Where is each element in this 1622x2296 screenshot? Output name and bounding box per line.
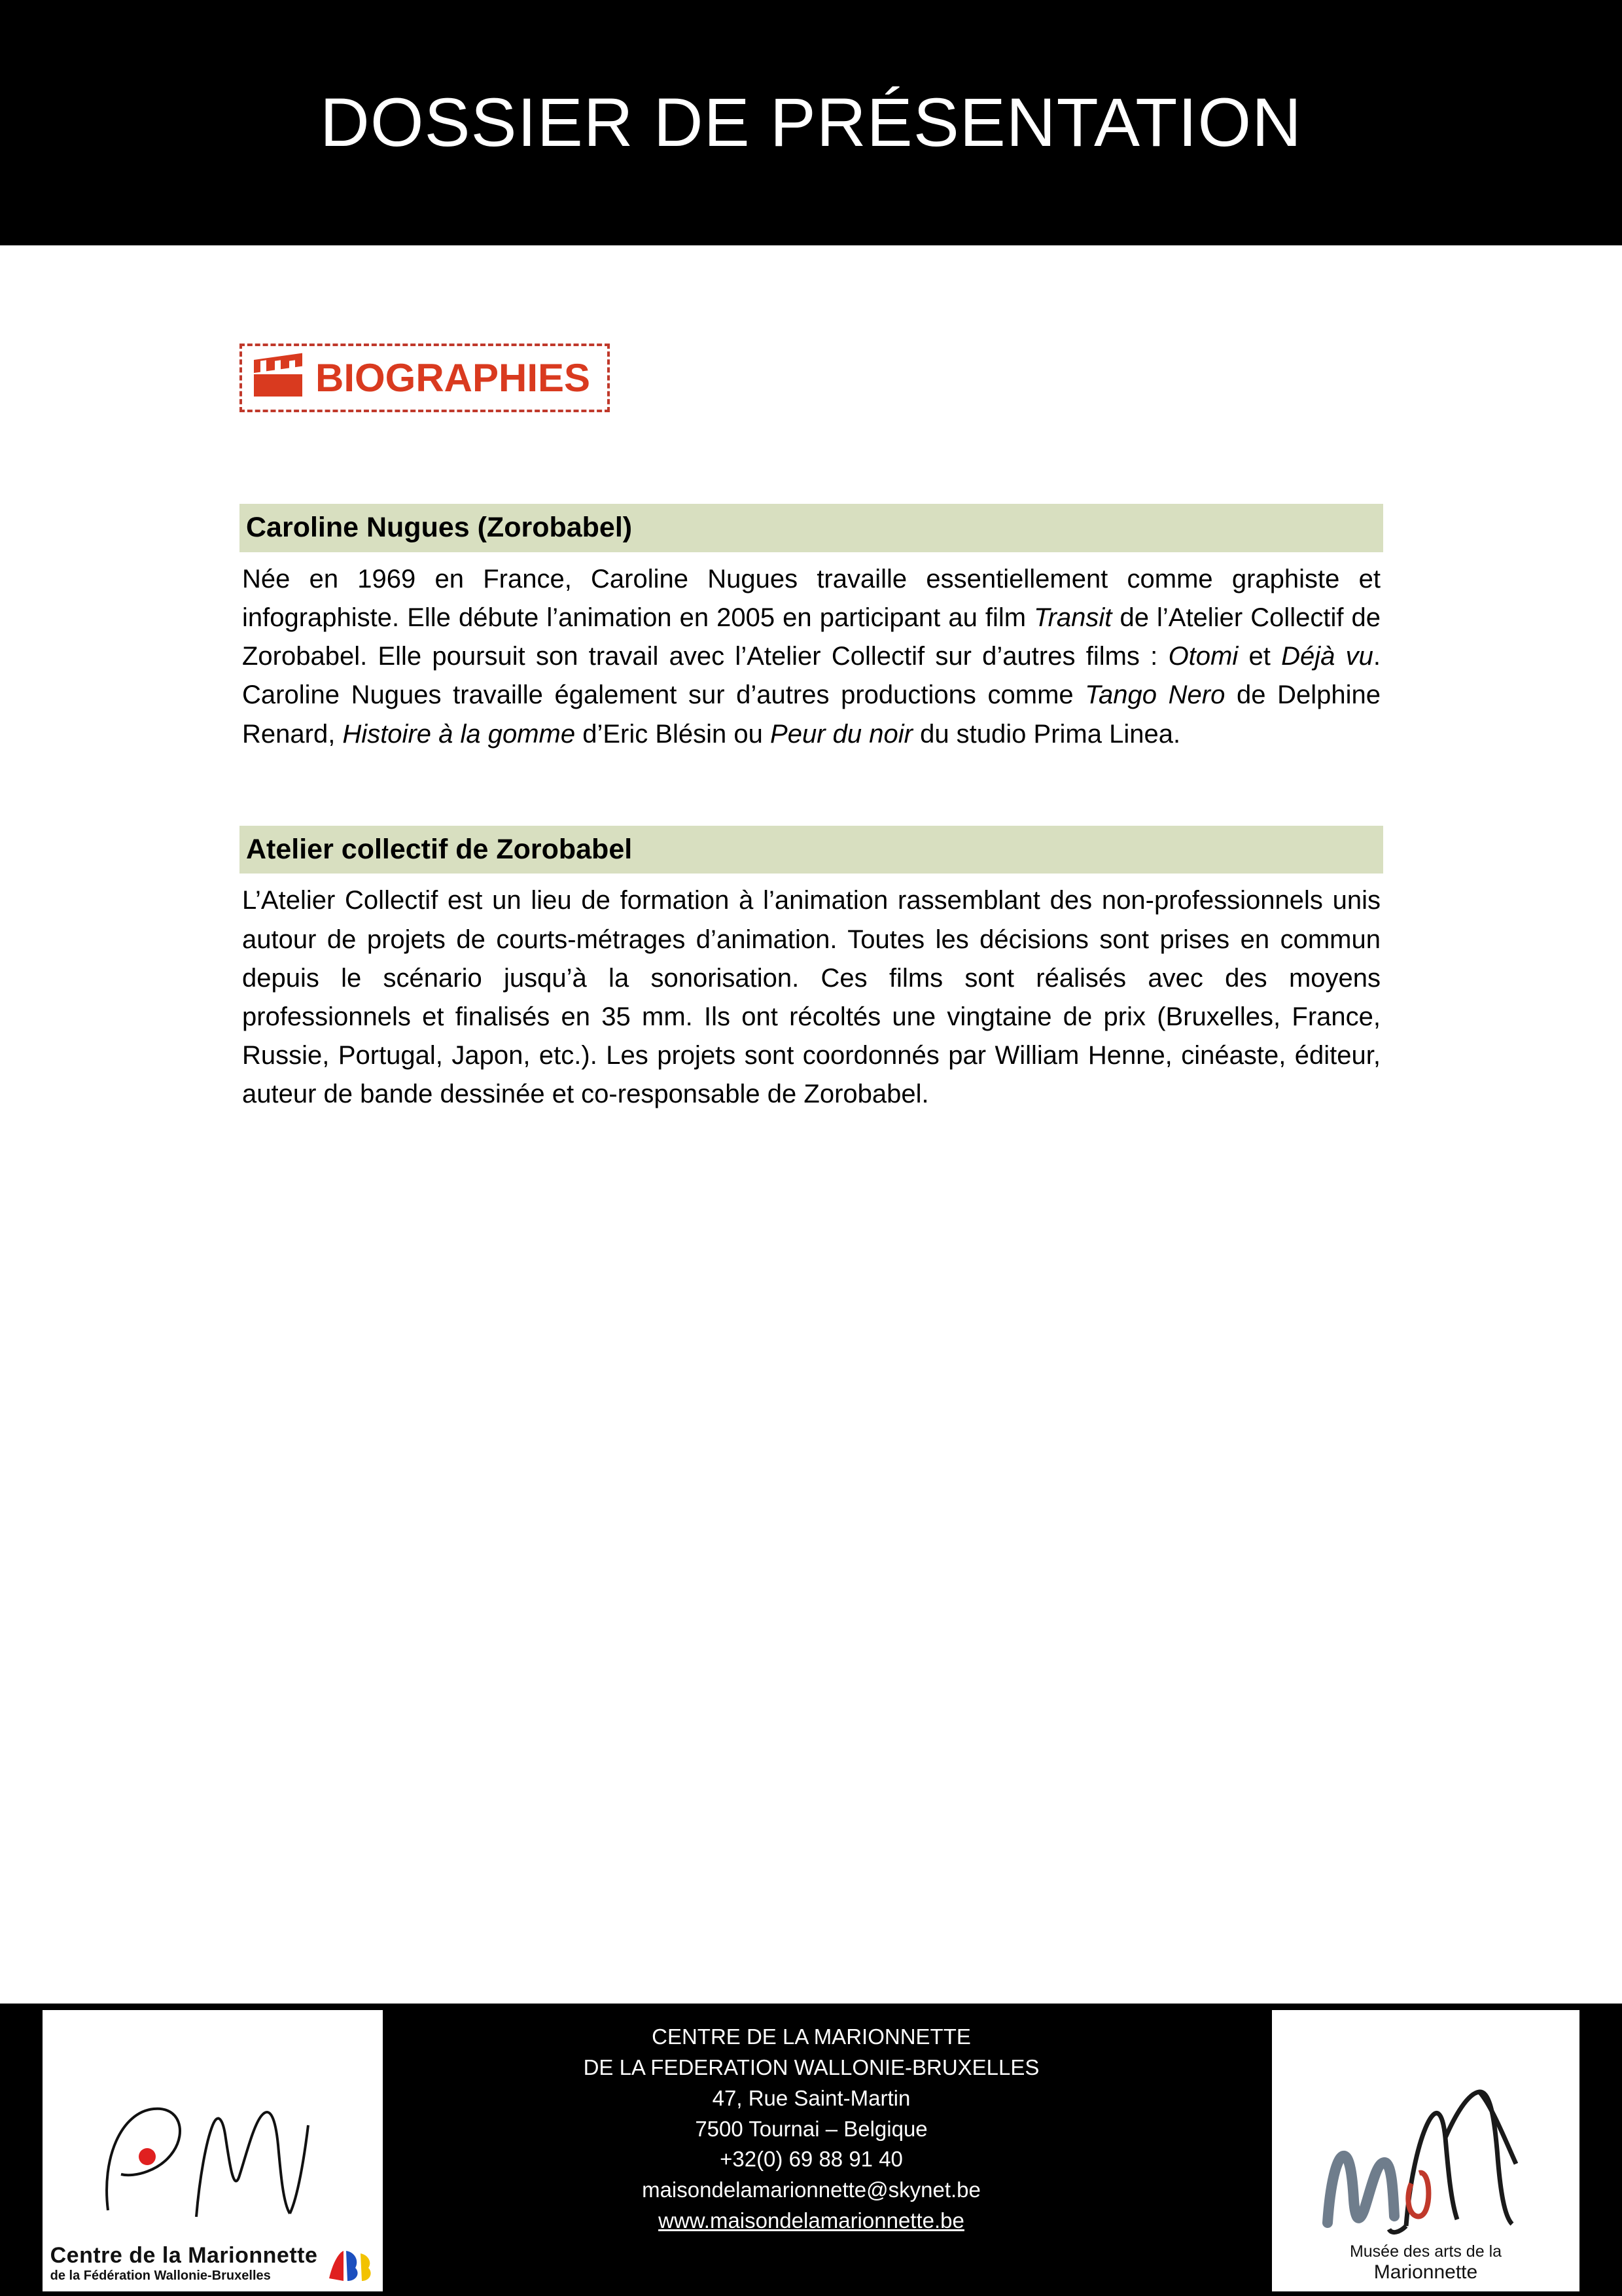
footer-line-4: 7500 Tournai – Belgique	[695, 2116, 928, 2141]
mam-monogram-icon	[1308, 2085, 1543, 2242]
footer-banner	[0, 2004, 1622, 2296]
left-logo-caption-line2: de la Fédération Wallonie-Bruxelles	[50, 2269, 271, 2283]
right-logo-caption-line2: Marionnette	[1373, 2261, 1478, 2283]
footer-line-2: DE LA FEDERATION WALLONIE-BRUXELLES	[583, 2055, 1040, 2079]
content-area	[239, 504, 1383, 1186]
footer-line-5: +32(0) 69 88 91 40	[720, 2147, 903, 2172]
right-logo-caption-line1: Musée des arts de la	[1349, 2242, 1502, 2261]
right-logo-caption	[1350, 2242, 1502, 2284]
entry-body: L’Atelier Collectif est un lieu de formation à l’animation rassemblant des non-professionnels unis autour de projets de courts-métrages d’animation. Toutes les décisions sont prises en commun depuis le scénario jusqu’à la sonorisation. Ces films sont réalisés avec des moyens professionnels et finalisés en 35 mm. Ils ont récoltés une vingtaine de prix (Bruxelles, France, Russie, Portugal, Japon, etc.). Les projets sont coordonnés par William Henne, cinéaste, éditeur, auteur de bande dessinée et co-responsable de Zorobabel.	[242, 886, 1381, 1109]
entry-body: Née en 1969 en France, Caroline Nugues travaille essentiellement comme graphiste et infographiste. Elle débute l’animation en 2005 en participant au film Transit de l’Atelier Collectif de Zorobabel. Elle poursuit son travail avec l’Atelier Collectif sur d’autres films : Otomi et Déjà vu. Caroline Nugues travaille également sur d’autres productions comme Tango Nero de Delphine Renard, Histoire à la gomme d’Eric Blésin ou Peur du noir du studio Prima Linea.	[242, 564, 1381, 749]
biography-entry	[239, 504, 1383, 754]
footer-line-3: 47, Rue Saint-Martin	[712, 2085, 911, 2110]
biography-entry	[239, 826, 1383, 1114]
footer-email[interactable]: maisondelamarionnette@skynet.be	[642, 2178, 981, 2202]
signature-m-icon	[82, 2079, 344, 2243]
left-logo-caption	[50, 2243, 376, 2284]
entry-heading: Atelier collectif de Zorobabel	[239, 826, 1383, 874]
header-banner	[0, 0, 1622, 245]
left-logo-caption-line1: Centre de la Marionnette	[50, 2243, 318, 2268]
section-title: BIOGRAPHIES	[315, 356, 591, 400]
centre-marionnette-logo	[43, 2010, 383, 2291]
musee-arts-marionnette-logo	[1272, 2010, 1579, 2291]
federation-wallonie-bruxelles-icon	[326, 2248, 375, 2284]
footer-website-link[interactable]: www.maisondelamarionnette.be	[658, 2208, 964, 2233]
footer-contact-block	[419, 2022, 1204, 2236]
entry-heading: Caroline Nugues (Zorobabel)	[239, 504, 1383, 552]
section-badge	[239, 344, 610, 412]
page-title: DOSSIER DE PRÉSENTATION	[320, 84, 1302, 161]
clapperboard-icon	[254, 360, 302, 397]
footer-line-1: CENTRE DE LA MARIONNETTE	[652, 2024, 971, 2049]
